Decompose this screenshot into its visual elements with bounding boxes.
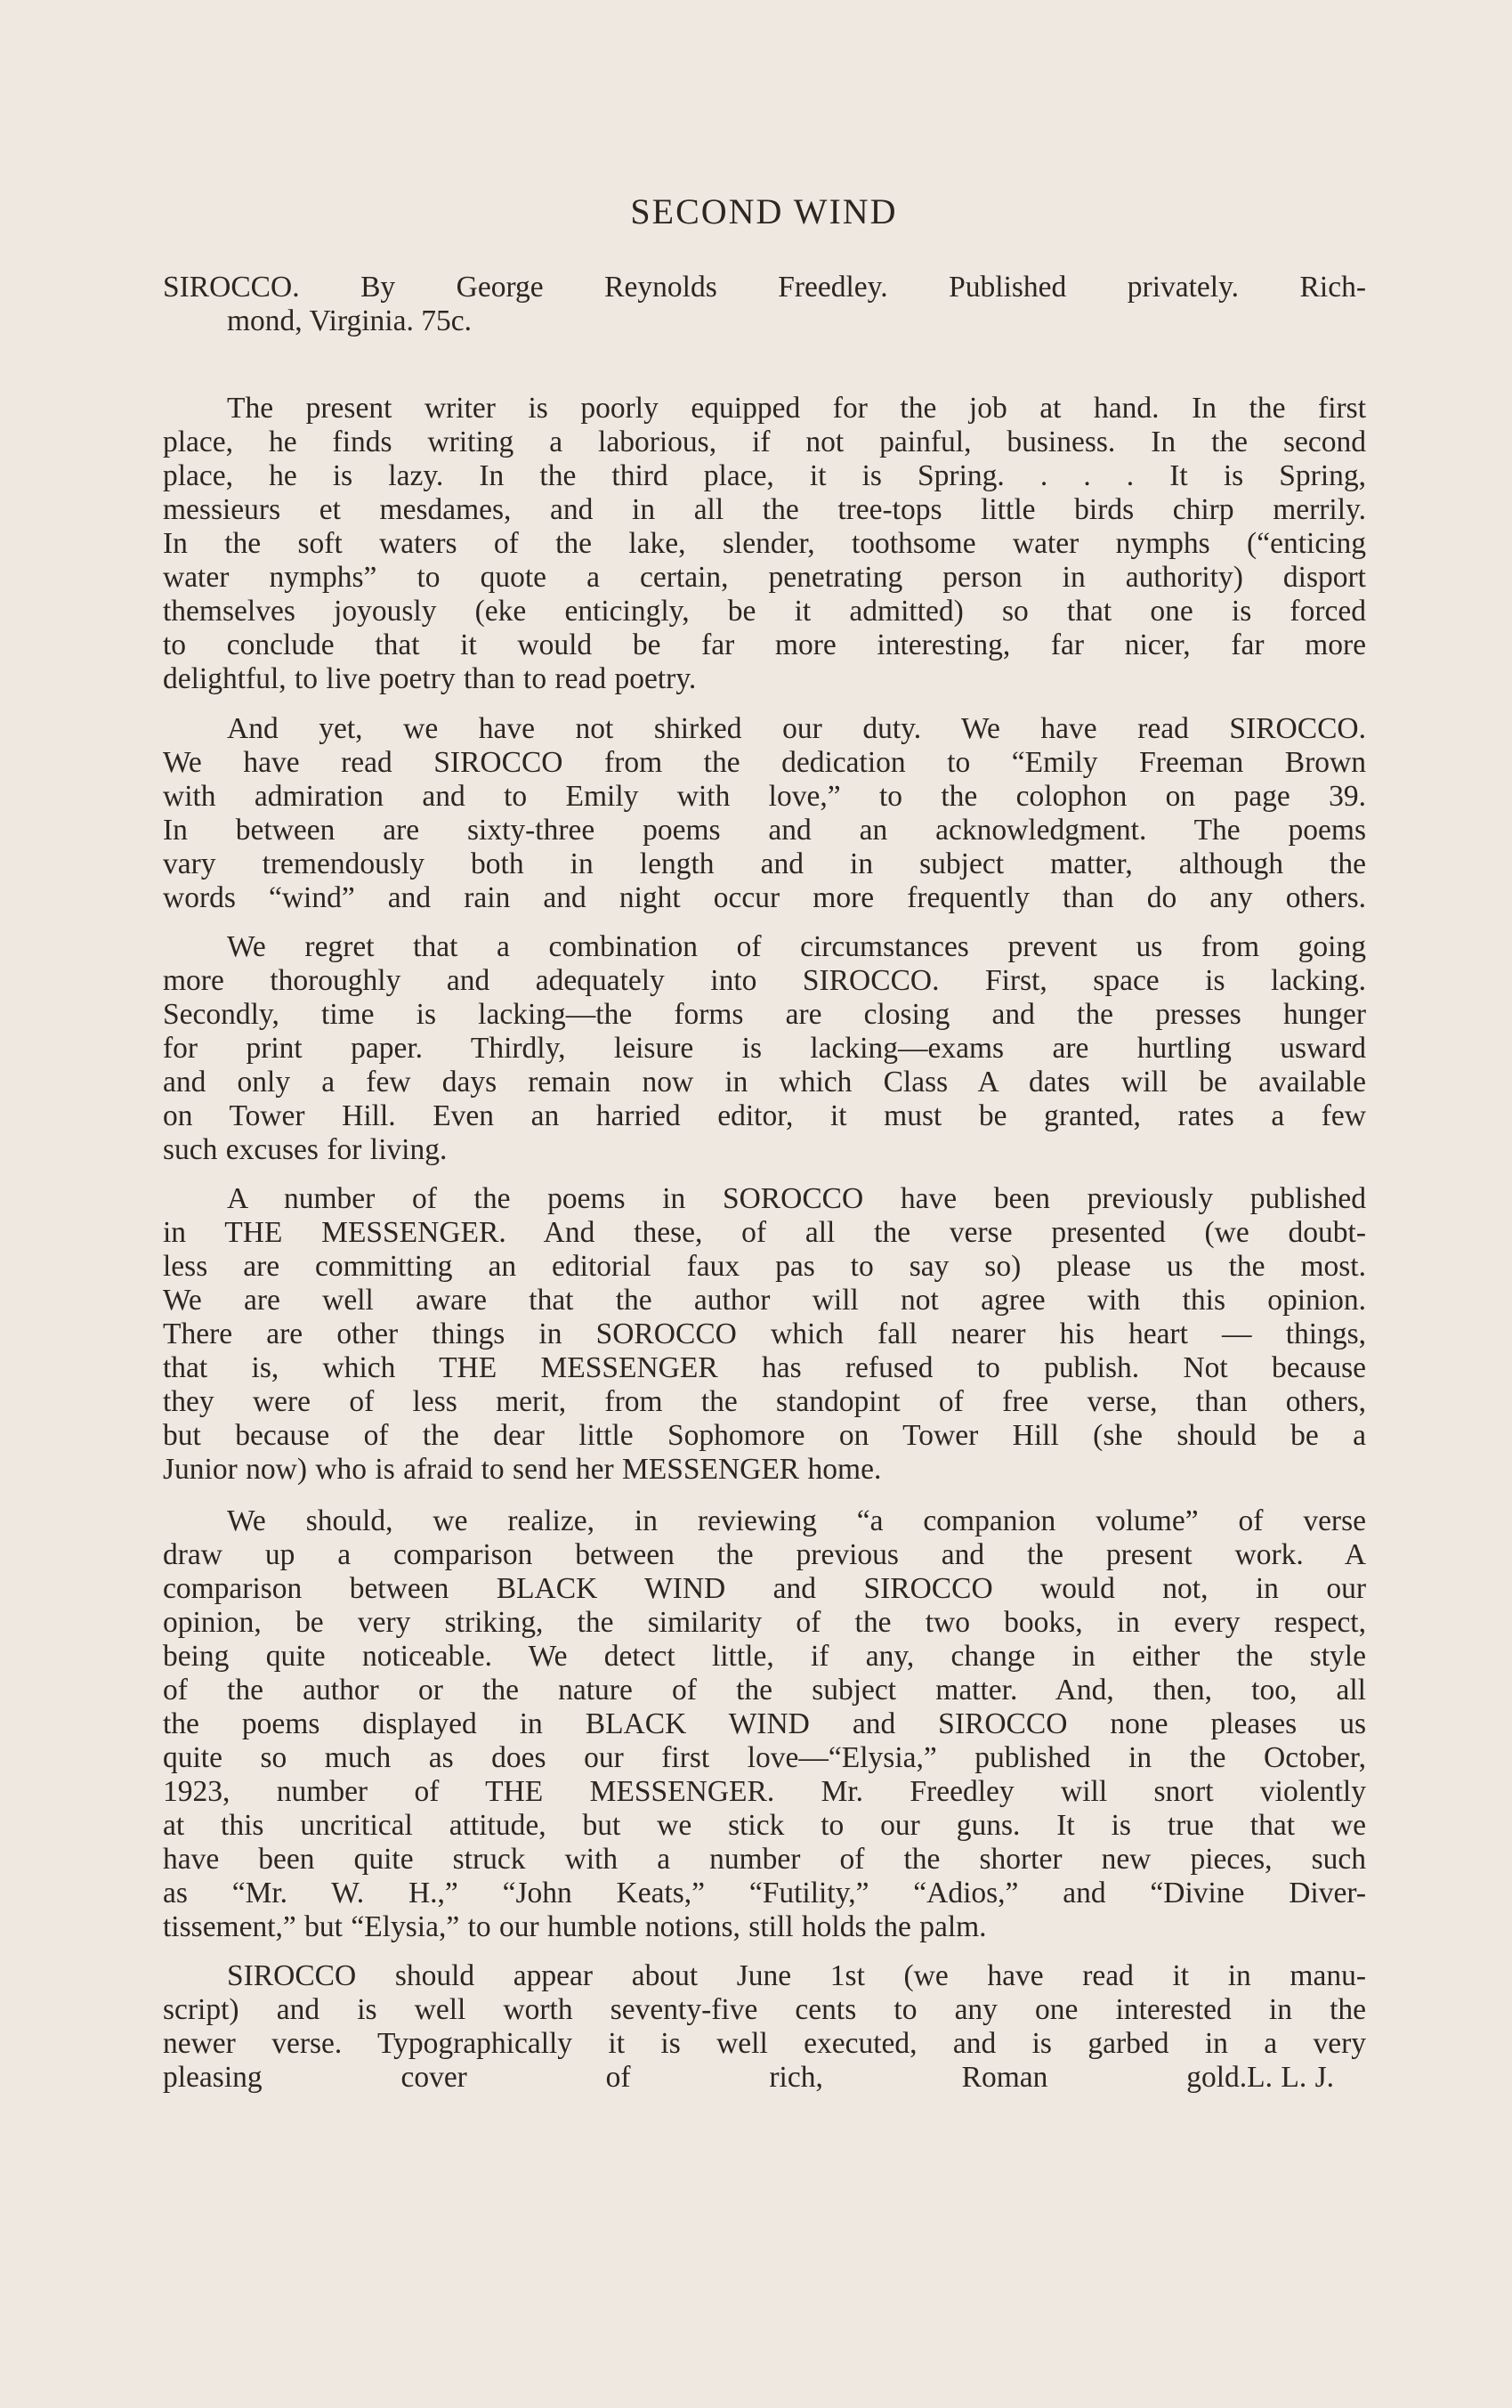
text-line: themselves joyously (eke enticingly, be it admitted) so that one is forced (163, 595, 1366, 628)
paragraph-4 (163, 1182, 1366, 1487)
text-line: as “Mr. W. H.,” “John Keats,” “Futility,” “Adios,” and “Divine Diver- (163, 1877, 1366, 1909)
text-line: Secondly, time is lacking—the forms are closing and the presses hunger (163, 998, 1366, 1031)
text-line: water nymphs” to quote a certain, penetrating person in authority) disport (163, 561, 1366, 594)
citation-line: SIROCCO. By George Reynolds Freedley. Published privately. Rich- (163, 271, 1366, 304)
text-line: A number of the poems in SOROCCO have been previously published (227, 1182, 1366, 1215)
closing-text: pleasing cover of rich, Roman gold. (163, 2061, 1248, 2094)
text-line: 1923, number of THE MESSENGER. Mr. Freedley will snort violently (163, 1775, 1366, 1808)
paragraph-6 (163, 1959, 1366, 2095)
text-line: place, he finds writing a laborious, if not painful, business. In the second (163, 426, 1366, 458)
paragraph-1 (163, 392, 1366, 696)
text-line: delightful, to live poetry than to read poetry. (163, 662, 697, 695)
author-signature: L. L. J. (1247, 2061, 1334, 2094)
text-line: place, he is lazy. In the third place, it is Spring. . . . It is Spring, (163, 459, 1366, 492)
paragraph-5 (163, 1504, 1366, 1944)
text-line: script) and is well worth seventy-five cents to any one interested in the (163, 1993, 1366, 2026)
text-line: messieurs et mesdames, and in all the tree-tops little birds chirp merrily. (163, 493, 1366, 526)
text-line: newer verse. Typographically it is well executed, and is garbed in a very (163, 2027, 1366, 2060)
text-line: words “wind” and rain and night occur more frequently than do any others. (163, 881, 1366, 914)
page-title: SECOND WIND (630, 191, 898, 231)
text-line: more thoroughly and adequately into SIROCCO. First, space is lacking. (163, 964, 1366, 997)
text-line: There are other things in SOROCCO which fall nearer his heart — things, (163, 1318, 1366, 1350)
text-line: In between are sixty-three poems and an acknowledgment. The poems (163, 814, 1366, 847)
text-line: have been quite struck with a number of the shorter new pieces, such (163, 1843, 1366, 1876)
text-line: tissement,” but “Elysia,” to our humble notions, still holds the palm. (163, 1910, 987, 1943)
text-line: in THE MESSENGER. And these, of all the verse presented (we doubt- (163, 1216, 1366, 1249)
text-line: The present writer is poorly equipped for the job at hand. In the first (227, 392, 1366, 425)
text-line: and only a few days remain now in which Class A dates will be available (163, 1066, 1366, 1099)
text-line: at this uncritical attitude, but we stick to our guns. It is true that we (163, 1809, 1366, 1842)
text-line: We have read SIROCCO from the dedication to “Emily Freeman Brown (163, 746, 1366, 779)
citation-line: mond, Virginia. 75c. (227, 304, 472, 337)
text-line: with admiration and to Emily with love,” to the colophon on page 39. (163, 780, 1366, 813)
text-line: Junior now) who is afraid to send her MESSENGER home. (163, 1453, 882, 1486)
text-line (163, 2061, 1366, 2095)
paragraph-2 (163, 712, 1366, 915)
text-line: being quite noticeable. We detect little, if any, change in either the style (163, 1640, 1366, 1673)
text-line: for print paper. Thirdly, leisure is lacking—exams are hurtling usward (163, 1032, 1366, 1065)
text-line: We regret that a combination of circumstances prevent us from going (227, 930, 1366, 963)
text-line: less are committing an editorial faux pas to say so) please us the most. (163, 1250, 1366, 1283)
text-line: but because of the dear little Sophomore on Tower Hill (she should be a (163, 1419, 1366, 1452)
text-line: draw up a comparison between the previous and the present work. A (163, 1538, 1366, 1571)
text-line: of the author or the nature of the subject matter. And, then, too, all (163, 1674, 1366, 1707)
text-line: comparison between BLACK WIND and SIROCCO would not, in our (163, 1572, 1366, 1605)
text-line: And yet, we have not shirked our duty. We have read SIROCCO. (227, 712, 1366, 745)
text-line: they were of less merit, from the standopint of free verse, than others, (163, 1385, 1366, 1418)
text-line: the poems displayed in BLACK WIND and SIROCCO none pleases us (163, 1707, 1366, 1740)
text-line: We should, we realize, in reviewing “a companion volume” of verse (227, 1504, 1366, 1537)
text-line: that is, which THE MESSENGER has refused to publish. Not because (163, 1351, 1366, 1384)
book-citation (163, 271, 1366, 338)
text-line: to conclude that it would be far more interesting, far nicer, far more (163, 628, 1366, 661)
paragraph-3 (163, 930, 1366, 1167)
text-line: vary tremendously both in length and in subject matter, although the (163, 847, 1366, 880)
text-line: SIROCCO should appear about June 1st (we have read it in manu- (227, 1959, 1366, 1992)
text-line: such excuses for living. (163, 1133, 448, 1166)
text-line: In the soft waters of the lake, slender, toothsome water nymphs (“enticing (163, 527, 1366, 560)
text-line: We are well aware that the author will not agree with this opinion. (163, 1284, 1366, 1317)
text-line: opinion, be very striking, the similarity of the two books, in every respect, (163, 1606, 1366, 1639)
text-line: quite so much as does our first love—“Elysia,” published in the October, (163, 1741, 1366, 1774)
text-line: on Tower Hill. Even an harried editor, it must be granted, rates a few (163, 1099, 1366, 1132)
